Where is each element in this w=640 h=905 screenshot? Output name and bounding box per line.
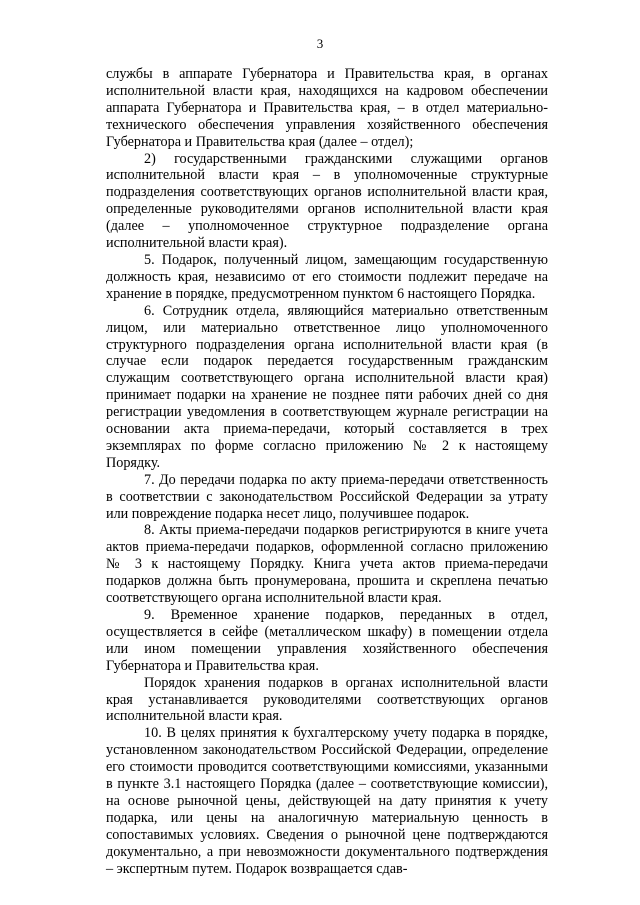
document-body [106,66,548,878]
paragraph-9: 9. Временное хранение подарков, переданных в отдел, осуществляется в сейфе (металлическом шкафу) в помещении отдела или ином помещении управления хозяйственного обеспечения Губернатора и Правительства края. [106,607,548,674]
page-number: 3 [316,36,324,51]
paragraph-7: 7. До передачи подарка по акту приема-передачи ответственность в соответствии с законодательством Российской Федерации за утрату или повреждение подарка несет лицо, получившее подарок. [106,471,548,522]
paragraph-10: 10. В целях принятия к бухгалтерскому учету подарка в порядке, установленном законодательством Российской Федерации, определение его стоимости проводится соответствующими комиссиями, указанными в пункте 3.1 настоящего Порядка (далее – соответствующие комиссии), на основе рыночной цены, действующей на дату принятия к учету подарка, или цены на аналогичную материальную ценность в сопоставимых условиях. Сведения о рыночной цене подтверждаются документально, а при невозможности документального подтверждения – экспертным путем. Подарок возвращается сдав- [106,725,548,877]
paragraph-item-2: 2) государственными гражданскими служащими органов исполнительной власти края – в уполномоченные структурные подразделения соответствующих органов исполнительной власти края, определенные руководителями органов исполнительной власти края (далее – уполномоченное структурное подразделение органа исполнительной власти края). [106,150,548,252]
paragraph-6: 6. Сотрудник отдела, являющийся материально ответственным лицом, или материально ответственное лицо уполномоченного структурного подразделения органа исполнительной власти края (в случае если подарок передается государственным гражданским служащим соответствующего органа исполнительной власти края) принимает подарки на хранение не позднее пяти рабочих дней со дня регистрации уведомления в соответствующем журнале регистрации на основании акта приема-передачи, который составляется в трех экземплярах по форме согласно приложению № 2 к настоящему Порядку. [106,302,548,471]
paragraph-storage-order: Порядок хранения подарков в органах исполнительной власти края устанавливается руководителями соответствующих органов исполнительной власти края. [106,674,548,725]
paragraph-8: 8. Акты приема-передачи подарков регистрируются в книге учета актов приема-передачи подарков, оформленной согласно приложению № 3 к настоящему Порядку. Книга учета актов приема-передачи подарков должна быть пронумерована, прошита и скреплена печатью соответствующего органа исполнительной власти края. [106,522,548,607]
paragraph-5: 5. Подарок, полученный лицом, замещающим государственную должность края, независимо от его стоимости подлежит передаче на хранение в порядке, предусмотренном пунктом 6 настоящего Порядка. [106,251,548,302]
paragraph-continuation: службы в аппарате Губернатора и Правительства края, в органах исполнительной власти края, находящихся на кадровом обеспечении аппарата Губернатора и Правительства края, – в отдел материально-технического обеспечения управления хозяйственного обеспечения Губернатора и Правительства края (далее – отдел); [106,66,548,150]
